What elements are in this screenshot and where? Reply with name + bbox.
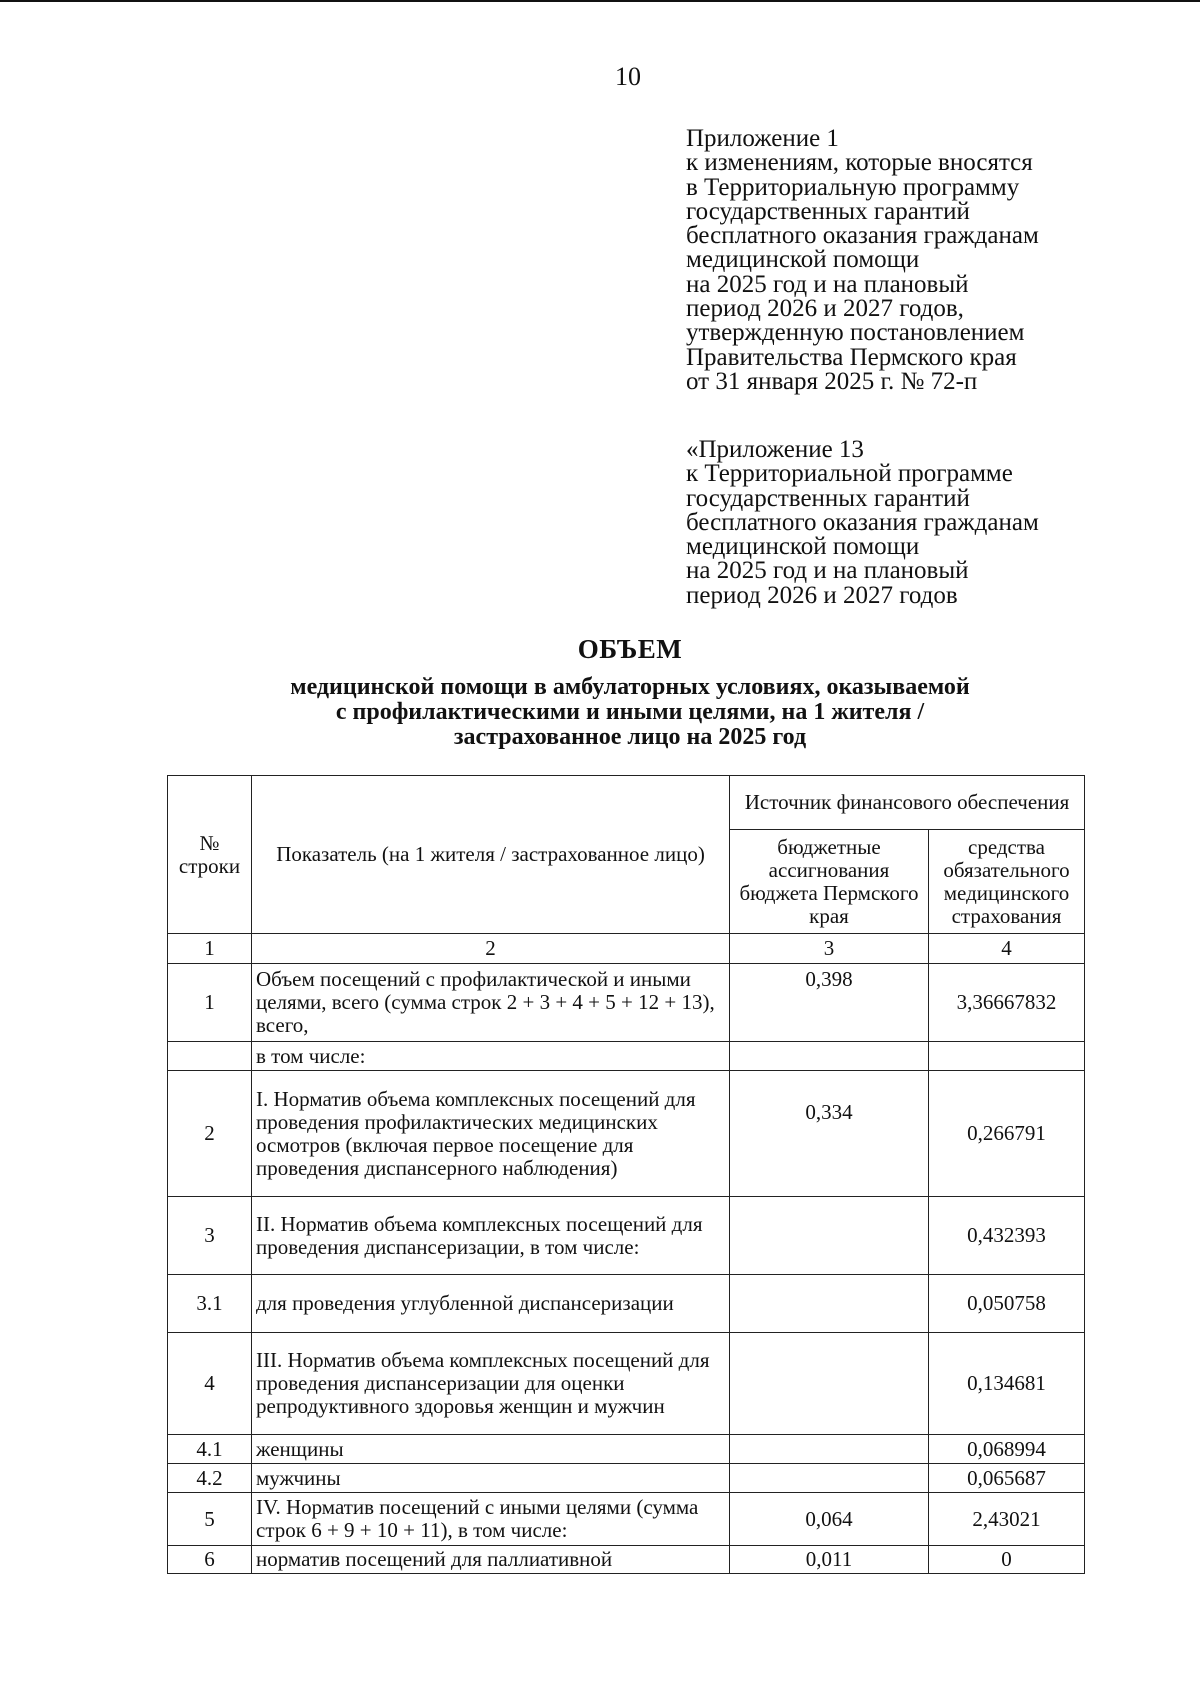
appendix-13-line: бесплатного оказания гражданам [686,508,1039,536]
row-budget-value: 0,334 [730,1071,929,1197]
row-indicator: Объем посещений с профилактической и иными целями, всего (сумма строк 2 + 3 + 4 + 5 + 12 + 13), всего, [252,964,730,1042]
row-oms-value: 0,068994 [929,1435,1085,1464]
table-row [168,1435,1085,1464]
table-row [168,1546,1085,1574]
table-row [168,1493,1085,1546]
row-oms-value: 3,36667832 [929,964,1085,1042]
appendix-1-line: Приложение 1 [686,125,839,152]
table-row [168,1042,1085,1071]
header-indicator: Показатель (на 1 жителя / застрахованное лицо) [252,776,730,934]
appendix-1-block [686,127,1039,394]
row-budget-value [730,1042,929,1071]
row-indicator: II. Норматив объема комплексных посещений для проведения диспансеризации, в том числе: [252,1197,730,1275]
row-oms-value [929,1042,1085,1071]
document-title: ОБЪЕМ [577,634,683,664]
column-number: 1 [168,934,252,964]
row-indicator: I. Норматив объема комплексных посещений для проведения профилактических медицинских осмотров (включая первое посещение для проведения диспансерного наблюдения) [252,1071,730,1197]
header-budget: бюджетные ассигнования бюджета Пермского края [730,830,929,934]
row-budget-value: 0,064 [730,1493,929,1546]
appendix-1-line: Правительства Пермского края [686,343,1017,371]
row-oms-value: 0 [929,1546,1085,1574]
row-number: 6 [168,1546,252,1574]
column-number: 2 [252,934,730,964]
row-indicator: норматив посещений для паллиативной [252,1546,730,1574]
header-row-number: № строки [168,776,252,934]
row-number: 3.1 [168,1275,252,1333]
appendix-13-line: период 2026 и 2027 годов [686,581,958,609]
row-indicator: женщины [252,1435,730,1464]
row-indicator: мужчины [252,1464,730,1493]
subtitle-line: медицинской помощи в амбулаторных условиях, оказываемой [290,674,970,700]
appendix-1-line: утвержденную постановлением [686,319,1025,347]
appendix-1-line: медицинской помощи [686,246,920,274]
row-budget-value: 0,011 [730,1546,929,1574]
row-indicator: IV. Норматив посещений с иными целями (сумма строк 6 + 9 + 10 + 11), в том числе: [252,1493,730,1546]
row-oms-value: 2,43021 [929,1493,1085,1546]
appendix-13-line: «Приложение 13 [686,436,864,463]
row-budget-value [730,1197,929,1275]
volume-table [167,775,1085,1574]
appendix-1-line: на 2025 год и на плановый [686,270,969,298]
appendix-1-line: от 31 января 2025 г. № 72-п [686,367,978,395]
row-indicator: для проведения углубленной диспансеризации [252,1275,730,1333]
table-row [168,964,1085,1042]
row-budget-value [730,1333,929,1435]
table-row [168,1333,1085,1435]
row-oms-value: 0,050758 [929,1275,1085,1333]
row-budget-value: 0,398 [730,964,929,1042]
header-oms: средства обязательного медицинского страхования [929,830,1085,934]
row-number: 3 [168,1197,252,1275]
row-number [168,1042,252,1071]
table-row [168,1071,1085,1197]
row-budget-value [730,1464,929,1493]
column-number: 3 [730,934,929,964]
document-subtitle [160,675,1100,750]
table-row [168,1464,1085,1493]
appendix-1-line: период 2026 и 2027 годов, [686,295,964,323]
row-indicator: в том числе: [252,1042,730,1071]
subtitle-line: застрахованное лицо на 2025 год [453,724,807,750]
header-funding-source: Источник финансового обеспечения [730,776,1085,830]
appendix-1-line: к изменениям, которые вносятся [686,149,1033,177]
row-oms-value: 0,432393 [929,1197,1085,1275]
subtitle-line: с профилактическими и иными целями, на 1 жителя / [335,699,925,725]
row-indicator: III. Норматив объема комплексных посещений для проведения диспансеризации для оценки репродуктивного здоровья женщин и мужчин [252,1333,730,1435]
appendix-13-line: к Территориальной программе [686,460,1013,488]
appendix-13-line: медицинской помощи [686,533,920,561]
page-number: 10 [615,62,641,91]
row-oms-value: 0,065687 [929,1464,1085,1493]
row-budget-value [730,1435,929,1464]
appendix-13-line: на 2025 год и на плановый [686,557,969,585]
appendix-1-line: бесплатного оказания гражданам [686,222,1039,250]
appendix-1-line: в Территориальную программу [686,173,1020,201]
appendix-13-block [686,438,1039,608]
row-number: 5 [168,1493,252,1546]
row-budget-value [730,1275,929,1333]
row-number: 4.2 [168,1464,252,1493]
scan-top-border [0,0,1200,2]
appendix-1-line: государственных гарантий [686,197,970,225]
row-number: 1 [168,964,252,1042]
row-number: 4.1 [168,1435,252,1464]
column-number: 4 [929,934,1085,964]
row-oms-value: 0,266791 [929,1071,1085,1197]
row-number: 4 [168,1333,252,1435]
row-number: 2 [168,1071,252,1197]
table-row [168,1197,1085,1275]
appendix-13-line: государственных гарантий [686,484,970,512]
row-oms-value: 0,134681 [929,1333,1085,1435]
table-row [168,1275,1085,1333]
